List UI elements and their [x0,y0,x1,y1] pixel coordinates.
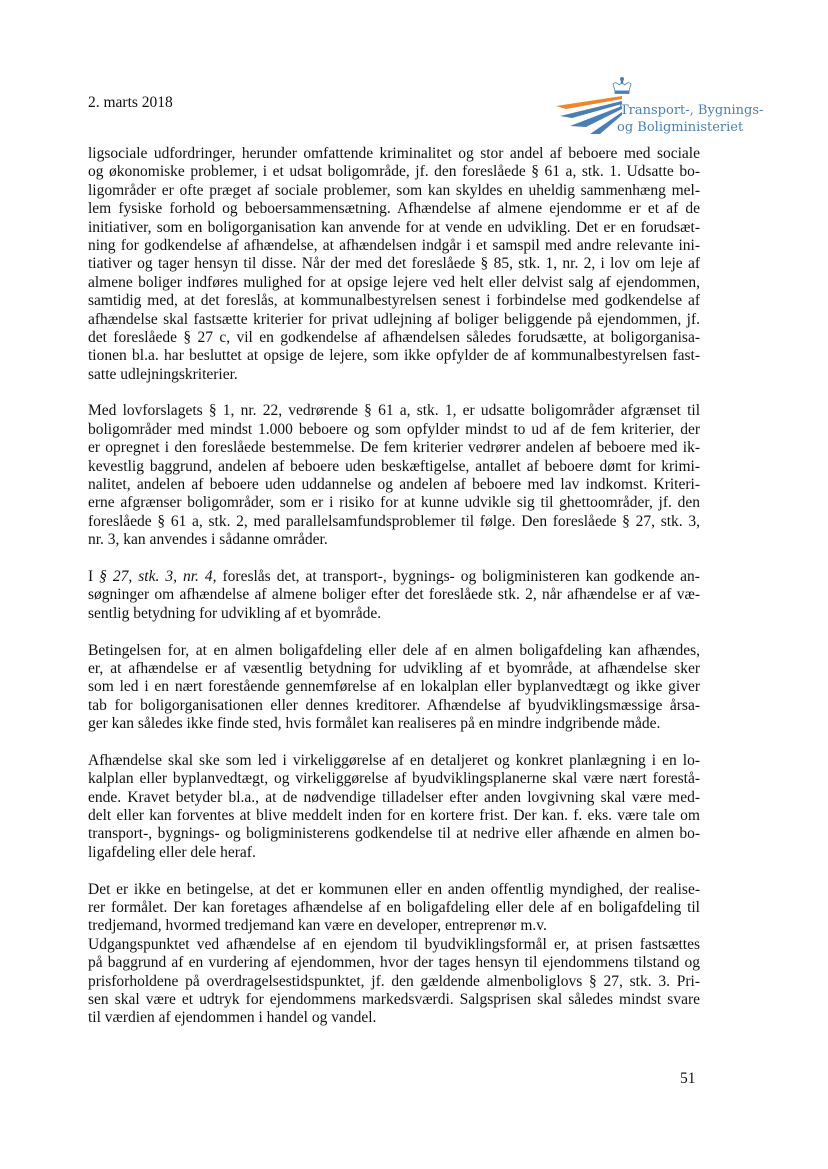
paragraph [88,568,700,623]
text-line: sen skal være et udtryk for ejendommens markedsværdi. Salgsprisen skal således mindst svare [88,990,700,1008]
paragraph [88,642,700,734]
text-line: transport-, bygnings- og boligministerens godkendelse til at nedrive eller afhænde en almen bo- [88,825,700,843]
text-line: søgninger om afhændelse af almene boliger efter det foreslåede stk. 2, når afhændelse er af væ- [88,586,700,604]
text-line: det foreslåede § 27 c, vil en godkendelse af afhændelsen således forudsætte, at boligorganisa- [88,328,700,346]
paragraph [88,145,700,384]
text-line: erne afgrænser boligområder, som er i risiko for at kunne udvikle sig til ghettoområder, jf. den [88,494,700,512]
text-line: er opregnet i den foreslåede bestemmelse. De fem kriterier vedrører andelen af beboere med ik- [88,439,700,457]
text-line: ende. Kravet betyder bl.a., at de nødvendige tilladelser efter anden lovgivning skal være med- [88,788,700,806]
text-line: boligområder med mindst 1.000 beboere og som opfylder mindst to ud af de fem kriterier, der [88,420,700,438]
text-line: sentlig betydning for udvikling af et byområde. [88,604,382,622]
text-line: delt eller kan forventes at blive meddelt inden for en kortere frist. Der kan. f. eks. være tale om [88,807,700,825]
text-line: lem fysiske forhold og beboersammensætning. Afhændelse af almene ejendomme er et af de [88,200,700,218]
ministry-name-line-2: og Boligministeriet [617,120,744,135]
text-line: som led i en nært forestående gennemførelse af en lokalplan eller byplanvedtægt og ikke giver [88,678,700,696]
text-line: ger kan således ikke finde sted, hvis formålet kan realiseres på en mindre indgribende måde. [88,715,661,733]
paragraph [88,752,700,862]
text-line: Det er ikke en betingelse, at det er kommunen eller en anden offentlig myndighed, der realise- [88,880,700,898]
text-line: ligsociale udfordringer, herunder omfattende kriminalitet og stor andel af beboere med sociale [88,145,700,162]
text-line: på baggrund af en vurdering af ejendommen, hvor der tages hensyn til ejendommens tilstand og [88,954,700,972]
text-line: til værdien af ejendommen i handel og vandel. [88,1009,377,1027]
text-line: Med lovforslagets § 1, nr. 22, vedrørende § 61 a, stk. 1, er udsatte boligområder afgrænset til [88,402,700,420]
text-line: foreslåede § 61 a, stk. 2, med parallelsamfundsproblemer til følge. Den foreslåede § 27, stk. 3, [88,512,700,530]
text-line: almene boliger indføres mulighed for at opsige lejere ved helt eller delvist salg af ejendommen, [88,273,700,291]
text-line: er, at afhændelse er af væsentlig betydning for udvikling af et byområde, at afhændelse sker [88,659,700,677]
text-line: initiativer, som en boligorganisation kan anvende for at vende en udvikling. Det er en forudsæt- [88,218,700,236]
paragraph [88,936,700,1028]
text-line: nr. 3, kan anvendes i sådanne områder. [88,531,328,549]
text-line: kalplan eller byplanvedtægt, og virkeliggørelse af byudviklingsplanerne skal være nært forestå- [88,770,700,788]
paragraph [88,402,700,549]
text-line: tredjemand, hvormed tredjemand kan være en developer, entreprenør m.v. [88,917,547,935]
document-body [88,145,700,1046]
text-line: Betingelsen for, at en almen boligafdeling eller dele af en almen boligafdeling kan afhændes, [88,641,700,659]
text-line: satte udlejningskriterier. [88,365,238,383]
text-line: tiativer og tager hensyn til disse. Når der med det foreslåede § 85, stk. 1, nr. 2, i lov om leje af [88,255,700,273]
text-line: tionen bl.a. har besluttet at opsige de lejere, som ikke opfylder de af kommunalbestyrelsen fast- [88,347,700,365]
text-line: ning for godkendelse af afhændelse, at afhændelsen indgår i et samspil med andre relevante ini- [88,236,700,254]
text-line: rer formålet. Der kan foretages afhændelse af en boligafdeling eller dele af en boligafdeling til [88,899,700,917]
text-line: I § 27, stk. 3, nr. 4, foreslås det, at transport-, bygnings- og boligministeren kan godkende an- [88,567,700,585]
text-line: nalitet, andelen af beboere uden uddannelse og andelen af beboere med lav indkomst. Kriteri- [88,476,700,494]
text-line: samtidig med, at det foreslås, at kommunalbestyrelsen senest i forbindelse med godkendelse af [88,292,700,310]
text-line: Udgangspunktet ved afhændelse af en ejendom til byudviklingsformål er, at prisen fastsættes [88,935,700,953]
text-line: og økonomiske problemer, i et udsat boligområde, jf. den foreslåede § 61 a, stk. 1. Udsatte bo- [88,163,700,181]
text-line: kevestlig baggrund, andelen af beboere uden beskæftigelse, antallet af beboere dømt for krimi- [88,457,700,475]
document-date: 2. marts 2018 [88,94,173,111]
page-number: 51 [680,1070,696,1087]
text-line: ligafdeling eller dele heraf. [88,843,256,861]
text-line: tab for boligorganisationen eller dennes kreditorer. Afhændelse af byudviklingsmæssige årsa- [88,696,700,714]
crown-icon [613,77,631,93]
text-line: prisforholdene på overdragelsestidspunktet, jf. den gældende almenboliglovs § 27, stk. 3. Pri- [88,972,700,990]
ministry-name [617,102,764,136]
text-line: afhændelse skal fastsætte kriterier for privat udlejning af boliger beliggende på ejendommen, jf. [88,310,700,328]
ministry-name-line-1: Transport-, Bygnings- [620,103,764,118]
swoosh-icon [556,96,622,134]
paragraph [88,881,700,936]
text-line: Afhændelse skal ske som led i virkeliggørelse af en detaljeret og konkret planlægning i en lo- [88,751,700,769]
text-line: ligområder er ofte præget af sociale problemer, som kan skyldes en uheldig sammenhæng mel- [88,181,700,199]
